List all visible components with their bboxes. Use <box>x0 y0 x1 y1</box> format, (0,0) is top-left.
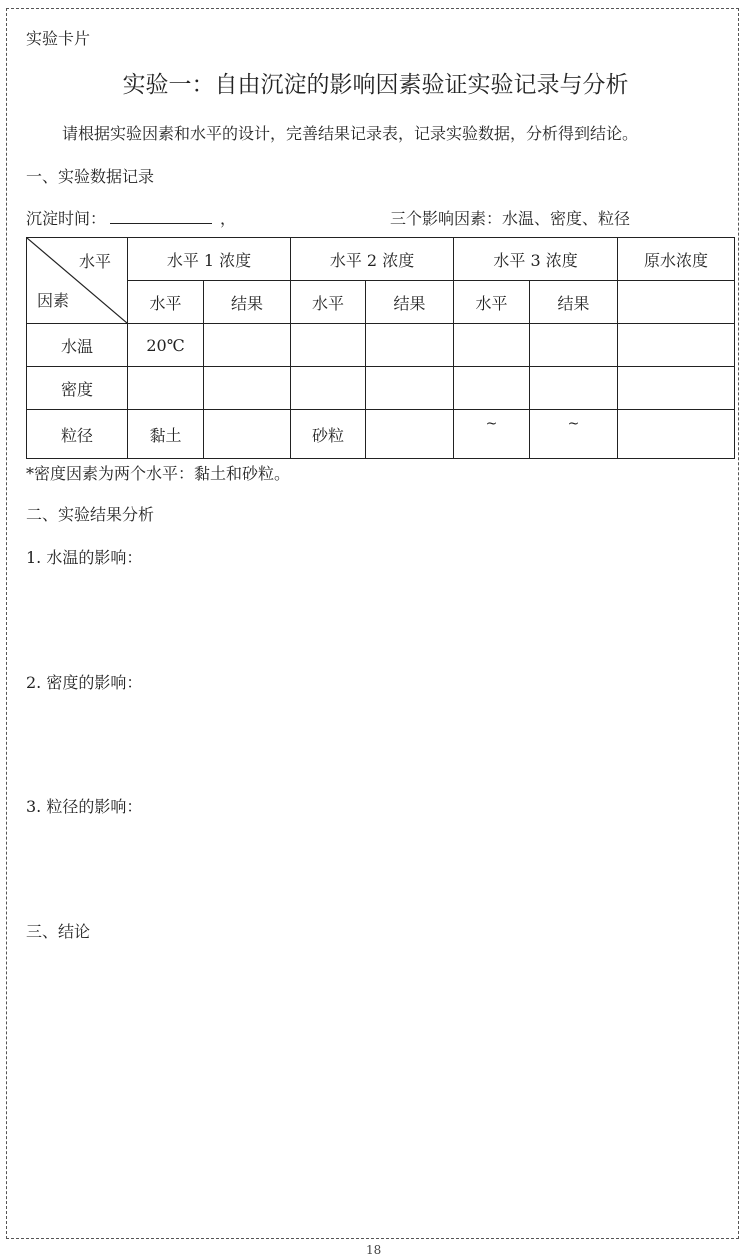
analysis-item-water-temp: 1. 水温的影响： <box>26 548 143 567</box>
table-cell[interactable] <box>530 367 618 410</box>
table-cell[interactable] <box>291 367 366 410</box>
analysis-item-density: 2. 密度的影响： <box>26 673 143 692</box>
table-cell[interactable] <box>454 367 530 410</box>
table-cell[interactable] <box>204 324 291 367</box>
table-cell[interactable] <box>128 367 204 410</box>
subheader-level: 水平 <box>454 281 530 324</box>
settling-time-line <box>26 206 236 229</box>
settling-time-input[interactable] <box>110 209 212 224</box>
page-title: 实验一：自由沉淀的影响因素验证实验记录与分析 <box>122 72 629 98</box>
header-level-3: 水平 3 浓度 <box>454 238 618 281</box>
table-cell[interactable]: ~ <box>454 410 530 459</box>
table-cell[interactable] <box>530 324 618 367</box>
table-cell[interactable] <box>618 367 735 410</box>
row-factor-label: 粒径 <box>27 410 128 459</box>
section-heading-data-record: 一、实验数据记录 <box>26 167 155 186</box>
table-cell[interactable]: 黏土 <box>128 410 204 459</box>
table-cell[interactable] <box>366 410 454 459</box>
subheader-level: 水平 <box>291 281 366 324</box>
settling-time-comma: ， <box>220 209 237 228</box>
settling-time-label: 沉淀时间： <box>26 209 107 228</box>
table-corner-cell <box>27 238 128 324</box>
corner-label-factor: 因素 <box>37 291 70 310</box>
table-header-row <box>27 238 735 281</box>
table-cell[interactable] <box>204 367 291 410</box>
experiment-record-table <box>26 237 735 459</box>
table-cell[interactable] <box>618 324 735 367</box>
table-cell[interactable] <box>618 410 735 459</box>
card-label: 实验卡片 <box>26 29 91 48</box>
table-cell[interactable] <box>366 367 454 410</box>
table-cell[interactable] <box>204 410 291 459</box>
intro-text: 请根据实验因素和水平的设计，完善结果记录表，记录实验数据，分析得到结论。 <box>62 124 639 143</box>
subheader-level: 水平 <box>128 281 204 324</box>
table-cell[interactable] <box>454 324 530 367</box>
analysis-item-particle-size: 3. 粒径的影响： <box>26 797 143 816</box>
table-cell[interactable] <box>366 324 454 367</box>
row-factor-label: 密度 <box>27 367 128 410</box>
subheader-result: 结果 <box>530 281 618 324</box>
table-subheader-row <box>27 281 735 324</box>
subheader-result: 结果 <box>204 281 291 324</box>
table-row-particle-size <box>27 410 735 459</box>
subheader-result: 结果 <box>366 281 454 324</box>
row-factor-label: 水温 <box>27 324 128 367</box>
corner-label-level: 水平 <box>78 252 111 271</box>
table-cell[interactable]: 砂粒 <box>291 410 366 459</box>
factors-text: 三个影响因素：水温、密度、粒径 <box>390 209 631 228</box>
header-level-2: 水平 2 浓度 <box>291 238 454 281</box>
density-note: *密度因素为两个水平：黏土和砂粒。 <box>26 464 291 483</box>
table-cell[interactable] <box>291 324 366 367</box>
section-heading-analysis: 二、实验结果分析 <box>26 505 155 524</box>
table-cell[interactable]: 20℃ <box>128 324 204 367</box>
page-number: 18 <box>366 1243 382 1257</box>
experiment-card-border <box>6 8 739 1239</box>
header-level-1: 水平 1 浓度 <box>128 238 291 281</box>
header-raw-concentration: 原水浓度 <box>618 238 735 281</box>
table-row-density <box>27 367 735 410</box>
table-row-water-temp <box>27 324 735 367</box>
subheader-raw-blank <box>618 281 735 324</box>
table-cell[interactable]: ~ <box>530 410 618 459</box>
section-heading-conclusion: 三、结论 <box>26 922 91 941</box>
